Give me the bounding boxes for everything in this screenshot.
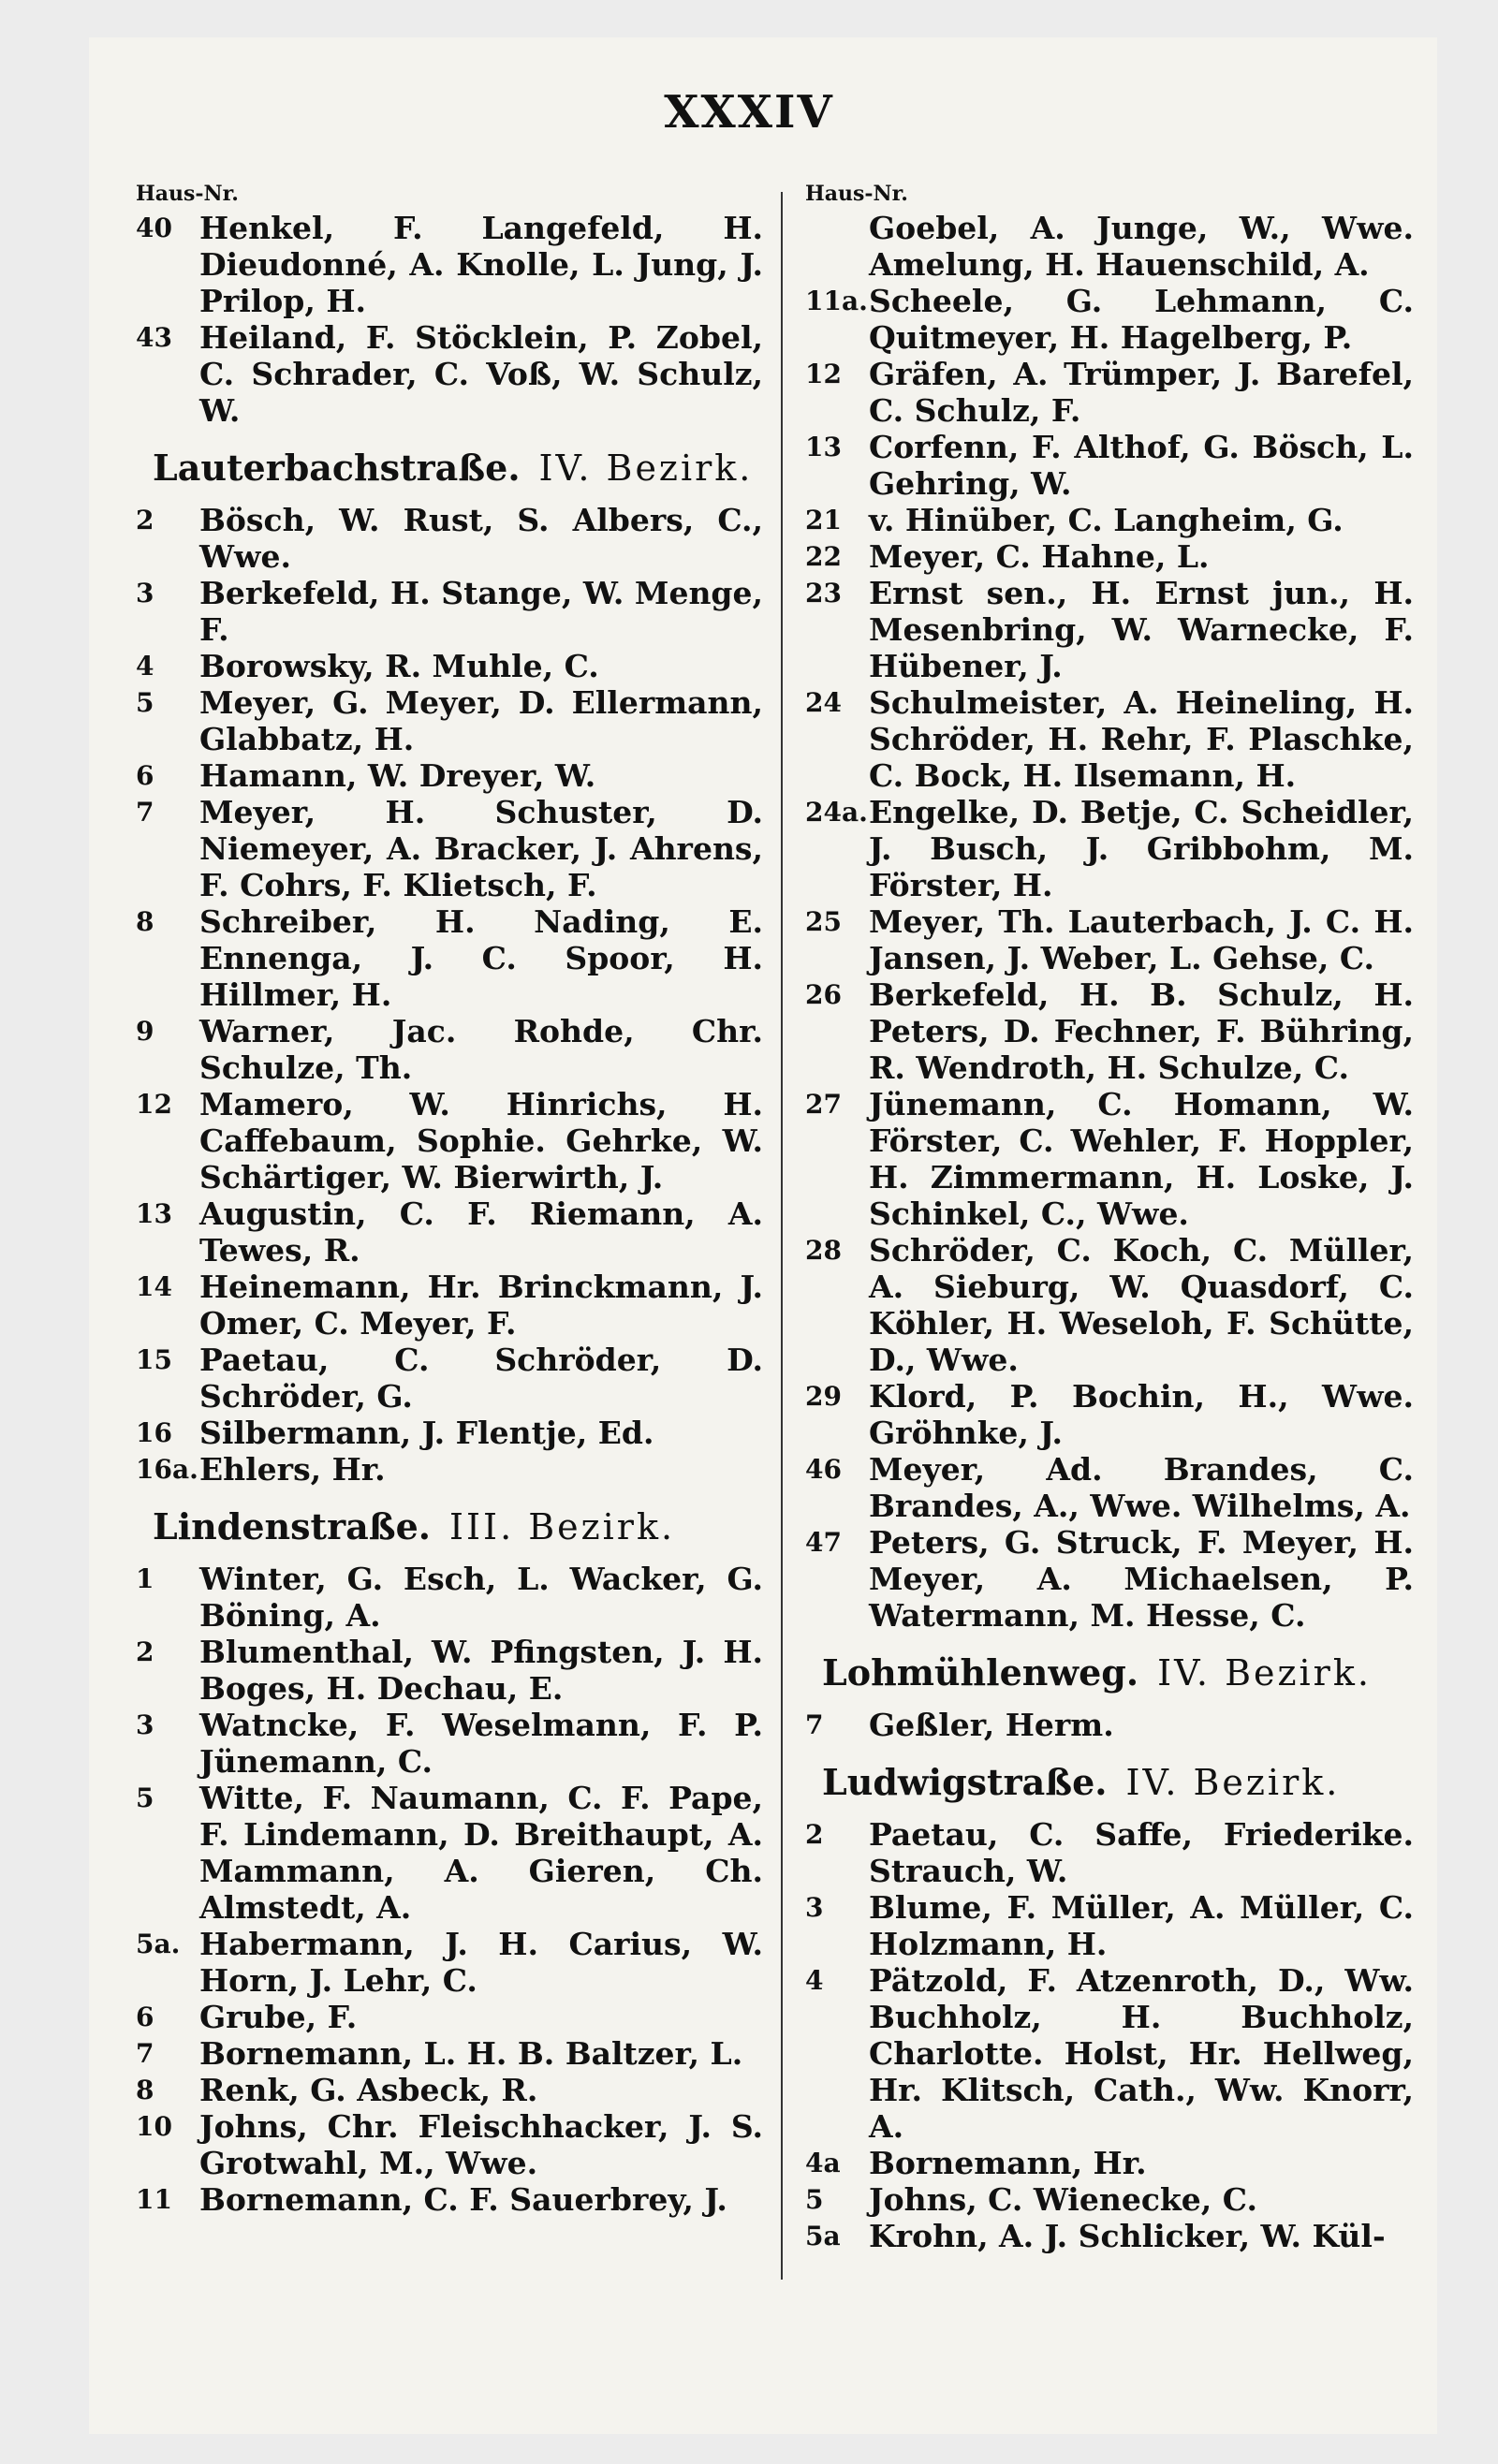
house-number: 4: [136, 651, 154, 682]
house-number: 24a.: [805, 797, 868, 828]
house-number: 24: [805, 687, 842, 718]
address-entry: [136, 575, 763, 648]
house-number: 9: [136, 1016, 154, 1047]
resident-names: Berkefeld, H. Stange, W. Menge, F.: [199, 575, 763, 648]
resident-names: Engelke, D. Betje, C. Scheidler, J. Busch, J. Gribbohm, M. Förster, H.: [869, 794, 1414, 903]
address-entry: [805, 684, 1414, 794]
house-number: 13: [136, 1198, 172, 1229]
resident-names: Renk, G. Asbeck, R.: [199, 2072, 538, 2108]
resident-names: Blume, F. Müller, A. Müller, C. Holzmann, H.: [869, 1889, 1414, 1962]
address-entry: [805, 356, 1414, 429]
district-label: IV. Bezirk.: [538, 447, 754, 489]
house-number: 8: [136, 906, 154, 937]
house-number: 7: [136, 2038, 154, 2069]
address-entry: [136, 1451, 763, 1488]
resident-names: Meyer, C. Hahne, L.: [869, 538, 1210, 575]
street-heading: [805, 1762, 1414, 1803]
address-entry: [805, 210, 1414, 283]
street-name: Lauterbachstraße.: [153, 447, 521, 489]
address-entry: [136, 1013, 763, 1086]
house-number: 22: [805, 541, 842, 572]
resident-names: Schulmeister, A. Heineling, H. Schröder, H. Rehr, F. Plaschke, C. Bock, H. Ilsemann, H.: [869, 684, 1414, 794]
street-name: Lindenstraße.: [153, 1505, 432, 1547]
address-entry: [136, 1415, 763, 1451]
house-number: 15: [136, 1344, 172, 1375]
house-number: 13: [805, 432, 842, 462]
address-entry: [136, 903, 763, 1013]
address-entry: [805, 1707, 1414, 1743]
resident-names: Bornemann, Hr.: [869, 2145, 1147, 2181]
address-entry: [805, 575, 1414, 684]
house-number: 7: [805, 1709, 824, 1740]
house-number: 6: [136, 2002, 154, 2032]
resident-names: Heinemann, Hr. Brinckmann, J. Omer, C. Meyer, F.: [199, 1269, 763, 1342]
district-label: IV. Bezirk.: [1157, 1652, 1372, 1694]
address-entry: [136, 1561, 763, 1634]
address-entry: [805, 1816, 1414, 1889]
resident-names: Jünemann, C. Homann, W. Förster, C. Wehler, F. Hoppler, H. Zimmermann, H. Loske, J. Schinkel, C., Wwe.: [869, 1086, 1414, 1232]
resident-names: Gräfen, A. Trümper, J. Barefel, C. Schulz, F.: [869, 356, 1414, 429]
resident-names: Scheele, G. Lehmann, C. Quitmeyer, H. Hagelberg, P.: [869, 283, 1414, 356]
resident-names: Winter, G. Esch, L. Wacker, G. Böning, A.: [199, 1561, 763, 1634]
street-heading: [805, 1652, 1414, 1694]
resident-names: Johns, C. Wienecke, C.: [869, 2181, 1257, 2218]
house-number: 12: [136, 1089, 172, 1120]
resident-names: Meyer, Ad. Brandes, C. Brandes, A., Wwe. Wilhelms, A.: [869, 1451, 1414, 1524]
entries-right-s1: [805, 1707, 1414, 1743]
address-entry: [136, 684, 763, 757]
address-entry: [136, 502, 763, 575]
address-entry: [136, 1926, 763, 1999]
house-number: 27: [805, 1089, 842, 1120]
address-entry: [805, 794, 1414, 903]
house-number: 3: [805, 1892, 824, 1923]
house-number: 47: [805, 1527, 842, 1558]
resident-names: Ernst sen., H. Ernst jun., H. Mesenbring, W. Warnecke, F. Hübener, J.: [869, 575, 1414, 684]
address-entry: [805, 2218, 1414, 2254]
address-entry: [805, 976, 1414, 1086]
address-entry: [136, 1086, 763, 1195]
house-number: 11a.: [805, 286, 868, 316]
house-number: 29: [805, 1381, 842, 1412]
resident-names: Corfenn, F. Althof, G. Bösch, L. Gehring, W.: [869, 429, 1414, 502]
resident-names: Augustin, C. F. Riemann, A. Tewes, R.: [199, 1195, 763, 1269]
resident-names: Johns, Chr. Fleischhacker, J. S. Grotwahl, M., Wwe.: [199, 2108, 763, 2181]
street-heading: [136, 447, 763, 489]
house-number: 28: [805, 1235, 842, 1266]
address-entry: [136, 1707, 763, 1780]
resident-names: Watncke, F. Weselmann, F. P. Jünemann, C.: [199, 1707, 763, 1780]
resident-names: Bornemann, C. F. Sauerbrey, J.: [199, 2181, 727, 2218]
resident-names: Witte, F. Naumann, C. F. Pape, F. Lindemann, D. Breithaupt, A. Mammann, A. Gieren, Ch. Almstedt, A.: [199, 1780, 763, 1926]
entries-left-pre: [136, 210, 763, 429]
address-entry: [805, 538, 1414, 575]
house-number: 3: [136, 1709, 154, 1740]
house-number: 26: [805, 979, 842, 1010]
house-number: 2: [136, 505, 154, 535]
address-entry: [136, 2072, 763, 2108]
address-entry: [136, 794, 763, 903]
left-column: [136, 180, 763, 2218]
entries-left-s2: [136, 1561, 763, 2218]
house-number: 6: [136, 760, 154, 791]
house-number: 40: [136, 213, 172, 243]
address-entry: [805, 1524, 1414, 1634]
resident-names: Berkefeld, H. B. Schulz, H. Peters, D. Fechner, F. Bühring, R. Wendroth, H. Schulze, C.: [869, 976, 1414, 1086]
district-label: IV. Bezirk.: [1125, 1762, 1341, 1803]
address-entry: [805, 1086, 1414, 1232]
house-number: 2: [136, 1636, 154, 1667]
house-number: 7: [136, 797, 154, 828]
resident-names: Bornemann, L. H. B. Baltzer, L.: [199, 2035, 743, 2072]
house-number: 16a.: [136, 1454, 198, 1485]
address-entry: [136, 1195, 763, 1269]
house-number: 2: [805, 1819, 824, 1850]
resident-names: Schreiber, H. Nading, E. Ennenga, J. C. Spoor, H. Hillmer, H.: [199, 903, 763, 1013]
address-entry: [805, 283, 1414, 356]
district-label: III. Bezirk.: [449, 1506, 676, 1547]
resident-names: Meyer, G. Meyer, D. Ellermann, Glabbatz, H.: [199, 684, 763, 757]
resident-names: Paetau, C. Saffe, Friederike. Strauch, W.: [869, 1816, 1414, 1889]
resident-names: Warner, Jac. Rohde, Chr. Schulze, Th.: [199, 1013, 763, 1086]
street-name: Lohmühlenweg.: [822, 1651, 1139, 1694]
house-number: 12: [805, 359, 842, 389]
house-number: 16: [136, 1417, 172, 1448]
entries-right-pre: [805, 210, 1414, 1634]
resident-names: Grube, F.: [199, 1999, 358, 2035]
address-entry: [136, 210, 763, 319]
resident-names: Bösch, W. Rust, S. Albers, C., Wwe.: [199, 502, 763, 575]
address-entry: [805, 903, 1414, 976]
resident-names: Silbermann, J. Flentje, Ed.: [199, 1415, 654, 1451]
right-column: [805, 180, 1414, 2254]
resident-names: Klord, P. Bochin, H., Wwe. Gröhnke, J.: [869, 1378, 1414, 1451]
house-number: 23: [805, 578, 842, 609]
house-number: 46: [805, 1454, 842, 1485]
house-number: 1: [136, 1563, 154, 1594]
resident-names: Hamann, W. Dreyer, W.: [199, 757, 596, 794]
resident-names: Blumenthal, W. Pfingsten, J. H. Boges, H. Dechau, E.: [199, 1634, 763, 1707]
address-entry: [805, 1889, 1414, 1962]
address-entry: [136, 1269, 763, 1342]
house-number: 5a.: [136, 1929, 181, 1959]
address-entry: [805, 2145, 1414, 2181]
address-entry: [136, 757, 763, 794]
address-entry: [805, 1451, 1414, 1524]
resident-names: Ehlers, Hr.: [199, 1451, 386, 1488]
address-entry: [805, 1232, 1414, 1378]
address-entry: [805, 502, 1414, 538]
address-entry: [805, 1378, 1414, 1451]
resident-names: Geßler, Herm.: [869, 1707, 1114, 1743]
house-number: 25: [805, 906, 842, 937]
house-number: 10: [136, 2111, 172, 2142]
entries-right-s2: [805, 1816, 1414, 2254]
resident-names: Pätzold, F. Atzenroth, D., Ww. Buchholz, H. Buchholz, Charlotte. Holst, Hr. Hellweg, Hr. Klitsch, Cath., Ww. Knorr, A.: [869, 1962, 1414, 2145]
page-number: XXXIV: [664, 86, 834, 139]
house-number: 3: [136, 578, 154, 609]
house-number: 8: [136, 2075, 154, 2105]
house-number: 14: [136, 1271, 172, 1302]
resident-names: Meyer, Th. Lauterbach, J. C. H. Jansen, J. Weber, L. Gehse, C.: [869, 903, 1414, 976]
resident-names: Heiland, F. Stöcklein, P. Zobel, C. Schrader, C. Voß, W. Schulz, W.: [199, 319, 763, 429]
address-entry: [136, 2181, 763, 2218]
resident-names: Goebel, A. Junge, W., Wwe. Amelung, H. Hauenschild, A.: [869, 210, 1414, 283]
street-heading: [136, 1506, 763, 1547]
house-number: 5a: [805, 2221, 841, 2251]
resident-names: Borowsky, R. Muhle, C.: [199, 648, 599, 684]
address-entry: [136, 1780, 763, 1926]
house-number: 43: [136, 322, 172, 353]
resident-names: Krohn, A. J. Schlicker, W. Kül-: [869, 2218, 1386, 2254]
house-number-header: Haus-Nr.: [136, 182, 239, 206]
resident-names: Peters, G. Struck, F. Meyer, H. Meyer, A. Michaelsen, P. Watermann, M. Hesse, C.: [869, 1524, 1414, 1634]
address-entry: [136, 1634, 763, 1707]
resident-names: Habermann, J. H. Carius, W. Horn, J. Lehr, C.: [199, 1926, 763, 1999]
column-divider: [781, 192, 783, 2280]
resident-names: Paetau, C. Schröder, D. Schröder, G.: [199, 1342, 763, 1415]
address-entry: [136, 648, 763, 684]
house-number: 5: [805, 2184, 824, 2215]
house-number: 4a: [805, 2148, 841, 2178]
house-number: 4: [805, 1965, 824, 1996]
address-entry: [136, 2108, 763, 2181]
resident-names: Mamero, W. Hinrichs, H. Caffebaum, Sophie. Gehrke, W. Schärtiger, W. Bierwirth, J.: [199, 1086, 763, 1195]
address-entry: [805, 429, 1414, 502]
house-number: 21: [805, 505, 842, 535]
house-number: 11: [136, 2184, 172, 2215]
address-entry: [136, 319, 763, 429]
house-number: 5: [136, 1782, 154, 1813]
resident-names: Meyer, H. Schuster, D. Niemeyer, A. Bracker, J. Ahrens, F. Cohrs, F. Klietsch, F.: [199, 794, 763, 903]
address-entry: [136, 2035, 763, 2072]
address-entry: [805, 2181, 1414, 2218]
address-entry: [136, 1999, 763, 2035]
address-entry: [136, 1342, 763, 1415]
resident-names: v. Hinüber, C. Langheim, G.: [869, 502, 1344, 538]
entries-left-s1: [136, 502, 763, 1488]
street-name: Ludwigstraße.: [822, 1761, 1108, 1803]
house-number-header: Haus-Nr.: [805, 182, 908, 206]
resident-names: Henkel, F. Langefeld, H. Dieudonné, A. Knolle, L. Jung, J. Prilop, H.: [199, 210, 763, 319]
house-number: 5: [136, 687, 154, 718]
address-entry: [805, 1962, 1414, 2145]
resident-names: Schröder, C. Koch, C. Müller, A. Sieburg, W. Quasdorf, C. Köhler, H. Weseloh, F. Schütte, D., Wwe.: [869, 1232, 1414, 1378]
